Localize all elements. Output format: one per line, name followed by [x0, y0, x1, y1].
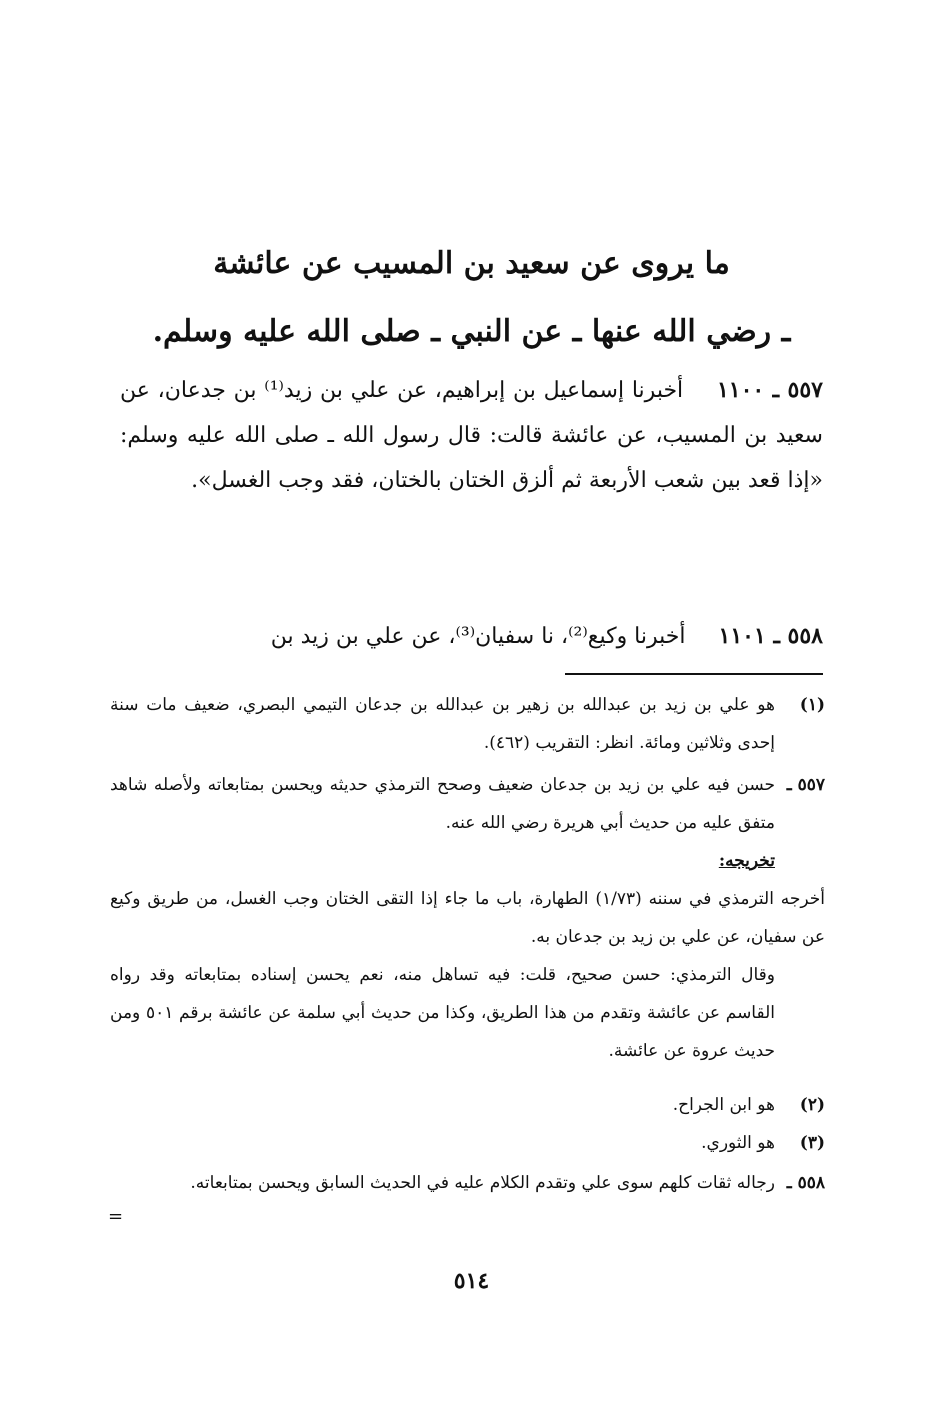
hadith-number: ٥٥٧ ـ ١١٠٠ — [716, 377, 823, 403]
footnote-marker: (٣) — [799, 1133, 825, 1153]
commentary-marker: ٥٥٧ ـ — [786, 775, 825, 795]
footnote-text: هو الثوري. — [701, 1133, 775, 1153]
footnote-marker: (٢) — [799, 1095, 825, 1115]
commentary-text: رجاله ثقات كلهم سوى علي وتقدم الكلام عليه في الحديث السابق ويحسن بمتابعاته. — [190, 1173, 775, 1193]
page-number: ٥١٤ — [453, 1268, 490, 1294]
footnote-2 — [110, 1086, 825, 1124]
hadith-text: أخبرنا وكيع⁽²⁾، نا سفيان⁽³⁾، عن علي بن زيد بن — [270, 624, 686, 649]
commentary-text: حسن فيه علي بن زيد بن جدعان ضعيف وصحح الترمذي حديثه ويحسن بمتابعاته ولأصله شاهد متفق عليه من حديث أبي هريرة رضي الله عنه. — [110, 775, 775, 833]
commentary-558 — [110, 1164, 825, 1202]
footnote-marker: (١) — [799, 695, 825, 715]
footnote-text: هو ابن الجراح. — [672, 1095, 775, 1115]
hadith-557 — [120, 368, 823, 503]
hadith-558 — [120, 614, 823, 659]
footnote-text: هو علي بن زيد بن عبدالله بن زهير بن عبدالله بن جدعان التيمي البصري، ضعيف مات سنة إحدى وثلاثين ومائة. انظر: التقريب (٤٦٢). — [110, 695, 775, 753]
tirmidhi-comment: وقال الترمذي: حسن صحيح، قلت: فيه تساهل منه، نعم يحسن إسناده بمتابعاته وقد رواه القاسم عن عائشة وتقدم من هذا الطريق، وكذا من حديث أبي سلمة عن عائشة برقم ٥٠١ ومن حديث عروة عن عائشة. — [110, 965, 775, 1061]
continuation-mark: = — [108, 1206, 124, 1227]
chapter-title: ما يروى عن سعيد بن المسيب عن عائشة — [213, 246, 730, 281]
hadith-text: أخبرنا إسماعيل بن إبراهيم، عن علي بن زيد⁽¹⁾ بن جدعان، عن سعيد بن المسيب، عن عائشة قالت: قال رسول الله ـ صلى الله عليه وسلم: «إذا قعد بين شعب الأربعة ثم ألزق الختان بالختان، فقد وجب الغسل». — [120, 378, 823, 493]
footnote-3 — [110, 1124, 825, 1162]
takhrij-text: أخرجه الترمذي في سننه (١/٧٣) الطهارة، باب ما جاء إذا التقى الختان وجب الغسل، من طريق وكيع عن سفيان، عن علي بن زيد بن جدعان به. — [110, 889, 825, 947]
hadith-number: ٥٥٨ ـ ١١٠١ — [718, 623, 823, 649]
footnote-divider — [565, 673, 823, 675]
takhrij-label: تخريجه: — [718, 851, 775, 871]
chapter-subtitle: ـ رضي الله عنها ـ عن النبي ـ صلى الله عليه وسلم. — [152, 314, 791, 349]
commentary-marker: ٥٥٨ ـ — [786, 1173, 825, 1193]
commentary-557 — [110, 766, 825, 1070]
footnote-1 — [110, 686, 825, 762]
